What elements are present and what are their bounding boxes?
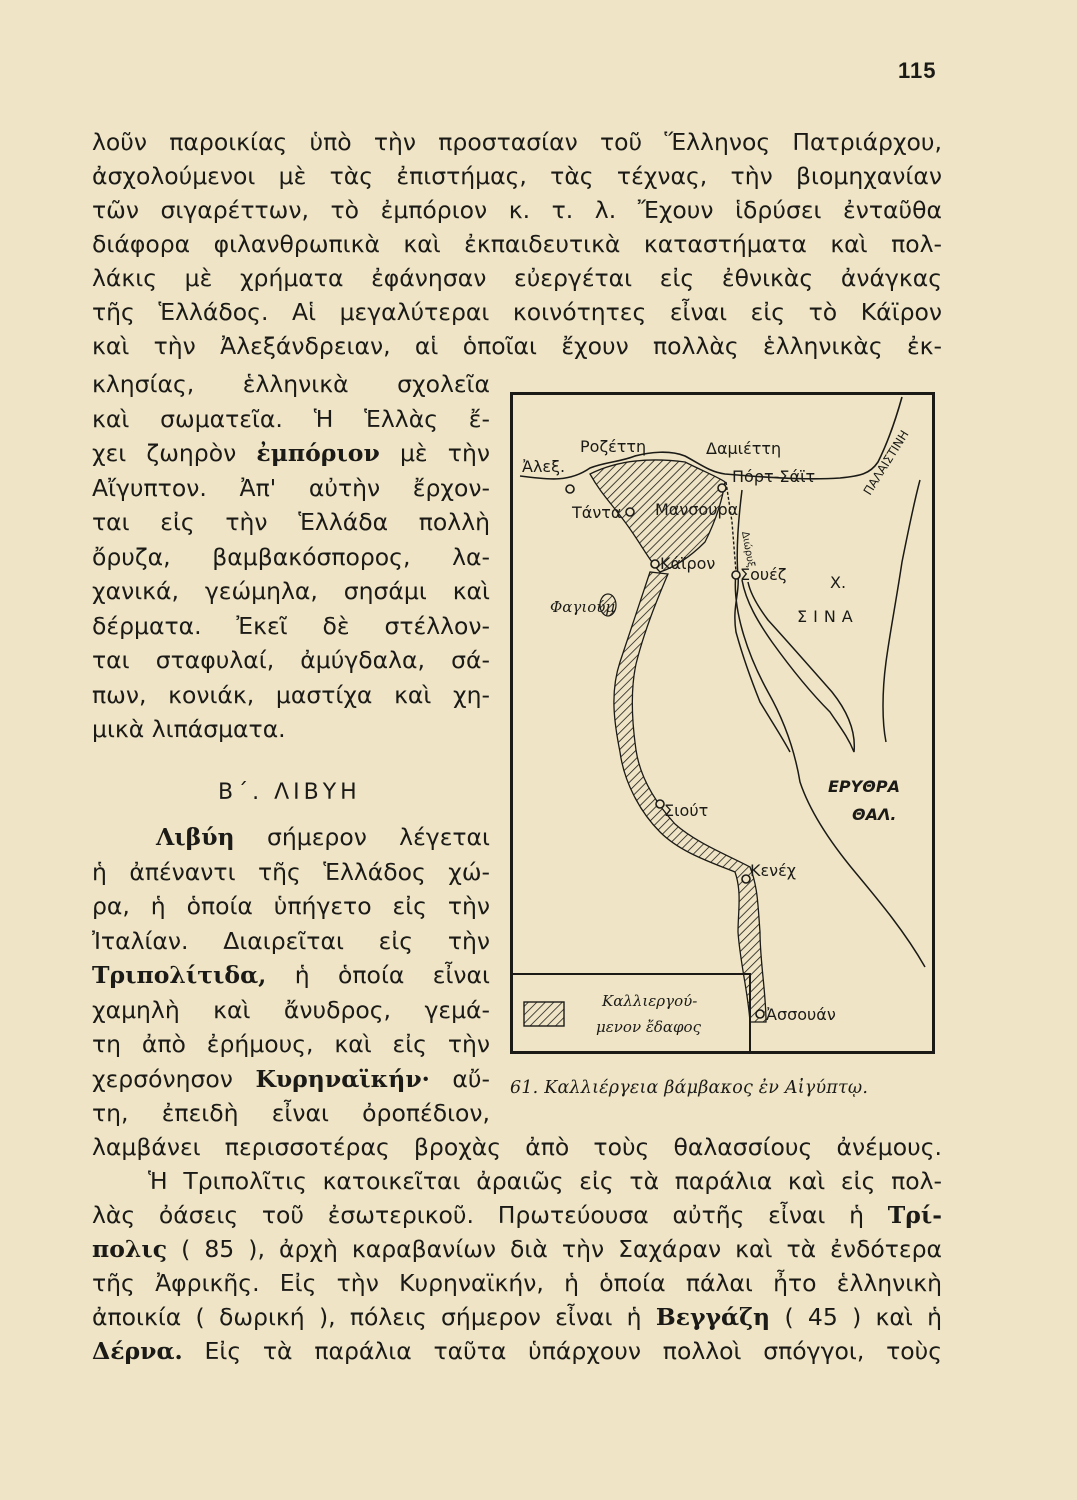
text-line: Δέρνα. Εἰς τὰ παράλια ταῦτα ὑπάρχουν πολλοὶ σπόγγοι, τοὺς <box>92 1337 942 1365</box>
text-line: Ἰταλίαν. Διαιρεῖται εἰς τὴν <box>92 926 490 955</box>
egypt-cotton-map <box>510 392 935 1054</box>
text-line: λοῦν παροικίας ὑπὸ τὴν προστασίαν τοῦ Ἕλληνος Πατριάρχου, <box>92 128 942 156</box>
city-marker <box>718 484 726 492</box>
bold-term: Τρί- <box>887 1201 942 1229</box>
bold-term: Τριπολίτιδα, <box>92 961 267 989</box>
text-line: καὶ σωματεῖα. Ἡ Ἑλλὰς ἔ- <box>92 404 490 433</box>
label-sinai: ΣΙΝΑ <box>797 607 859 626</box>
legend-swatch <box>524 1002 564 1026</box>
label-port-said: Πόρτ-Σάϊτ <box>732 467 816 486</box>
city-marker <box>756 1010 764 1018</box>
text-line: πολις ( 85 ), ἀρχὴ καραβανίων διὰ τὴν Σαχάραν καὶ τὰ ἐνδότερα <box>92 1235 942 1263</box>
text-line: Αἴγυπτον. Ἀπ' αὐτὴν ἔρχον- <box>92 473 490 502</box>
city-marker <box>626 508 634 516</box>
text-line: χανικά, γεώμηλα, σησάμι καὶ <box>92 577 490 605</box>
suez-canal <box>726 482 736 572</box>
label-sinai-x: Χ. <box>830 573 847 592</box>
text-line: κλησίας, ἑλληνικὰ σχολεῖα <box>92 370 490 398</box>
label-cairo: Κάϊρον <box>660 554 716 573</box>
text-line: Ἡ Τριπολῖτις κατοικεῖται ἀραιῶς εἰς τὰ παράλια καὶ εἰς πολ- <box>148 1167 942 1195</box>
text-line: λὰς ὀάσεις τοῦ ἐσωτερικοῦ. Πρωτεύουσα αὐτῆς εἶναι ἡ Τρί- <box>92 1201 942 1229</box>
text-line: τῶν σιγαρέττων, τὸ ἐμπόριον κ. τ. λ. Ἔχουν ἱδρύσει ἐνταῦθα <box>92 196 942 224</box>
bold-term: Κυρηναϊκήν· <box>255 1064 430 1093</box>
label-suez: Σουέζ <box>740 565 787 584</box>
text-line: ται εἰς τὴν Ἑλλάδα πολλὴ <box>92 508 490 536</box>
text-line: διάφορα φιλανθρωπικὰ καὶ ἐκπαιδευτικὰ καταστήματα καὶ πολ- <box>92 230 942 258</box>
label-red-sea-1: ΕΡΥΘΡΑ <box>828 777 900 796</box>
text-line: καὶ τὴν Ἀλεξάνδρειαν, αἱ ὁποῖαι ἔχουν πολλὰς ἑλληνικὰς ἐκ- <box>92 332 942 360</box>
bold-term: Λιβύη <box>156 823 235 851</box>
bold-term: ἐμπόριον <box>256 439 380 467</box>
label-aswan: Ἀσσουάν <box>766 1005 836 1024</box>
text-line: ἀποικία ( δωρική ), πόλεις σήμερον εἶναι ἡ Βεγγάζη ( 45 ) καὶ ἡ <box>92 1303 942 1331</box>
label-alexandria: Ἀλεξ. <box>522 457 566 476</box>
text-line: δέρματα. Ἐκεῖ δὲ στέλλον- <box>92 611 490 640</box>
sinai-coast <box>735 490 790 752</box>
text-line: ται σταφυλαί, ἀμύγδαλα, σά- <box>92 646 490 674</box>
text-line: τη ἀπὸ ἐρήμους, καὶ εἰς τὴν <box>92 1030 490 1058</box>
label-palestine: ΠΑΛΑΙΣΤΙΝΗ <box>860 427 912 498</box>
bold-term: Δέρνα. <box>92 1337 183 1365</box>
intro-paragraph <box>92 125 942 363</box>
city-marker <box>742 875 750 883</box>
label-red-sea-2: ΘΑΛ. <box>852 805 897 824</box>
label-fayum: Φαγιούμ <box>550 598 616 616</box>
egypt-trade-paragraph <box>92 367 490 747</box>
legend-label-1: Καλλιεργού- <box>602 992 698 1010</box>
text-line: λαμβάνει περισσοτέρας βροχὰς ἀπὸ τοὺς θαλασσίους ἀνέμους. <box>92 1133 942 1161</box>
gulf-of-suez <box>742 580 854 752</box>
label-rosetta: Ροζέττη <box>580 437 647 456</box>
label-qena: Κενέχ <box>750 861 796 880</box>
text-line: μικὰ λιπάσματα. <box>92 715 286 743</box>
text-line: χερσόνησον Κυρηναϊκήν· αὔ- <box>92 1064 490 1093</box>
text-line: τῆς Ἑλλάδος. Αἱ μεγαλύτεραι κοινότητες εἶναι εἰς τὸ Κάϊρον <box>92 298 942 326</box>
text-line: ἡ ἀπέναντι τῆς Ἑλλάδος χώ- <box>92 857 490 886</box>
text-line: χαμηλὴ καὶ ἄνυδρος, γεμά- <box>92 995 490 1024</box>
map-caption: 61. Καλλιέργεια βάμβακος ἐν Αἰγύπτῳ. <box>510 1078 869 1098</box>
mediterranean-coast <box>520 397 902 479</box>
text-line: λάκις μὲ χρήματα ἐφάνησαν εὐεργέται εἰς ἐθνικὰς ἀνάγκας <box>92 264 942 292</box>
red-sea-west-coast <box>735 572 925 967</box>
label-damietta: Δαμιέττη <box>706 439 782 458</box>
legend-label-2: μενον ἔδαφος <box>596 1018 701 1036</box>
label-canal: Διώρυξ <box>739 530 757 569</box>
section-heading: Β΄. ΛΙΒΥΗ <box>218 780 361 805</box>
text-line: ὄρυζα, βαμβακόσπορος, λα- <box>92 542 490 571</box>
label-mansoura: Μανσούρα <box>655 500 739 519</box>
nile-valley-cultivated <box>614 572 766 1022</box>
page-number: 115 <box>898 58 937 83</box>
text-line: ρα, ἡ ὁποία ὑπήγετο εἰς τὴν <box>92 892 490 920</box>
text-line: τη, ἐπειδὴ εἶναι ὀροπέδιον, <box>92 1099 490 1127</box>
text-line: τῆς Ἀφρικῆς. Εἰς τὴν Κυρηναϊκήν, ἡ ὁποία πάλαι ἦτο ἑλληνικὴ <box>92 1269 942 1297</box>
city-marker <box>566 485 574 493</box>
gulf-of-aqaba <box>883 480 920 742</box>
bold-term: πολις <box>92 1235 168 1263</box>
closing-paragraph <box>92 1130 942 1368</box>
bold-term: Βεγγάζη <box>655 1303 771 1331</box>
city-marker <box>656 800 664 808</box>
text-line: Τριπολίτιδα, ἡ ὁποία εἶναι <box>92 961 490 989</box>
label-tanta: Τάντα <box>572 503 622 522</box>
text-line: χει ζωηρὸν ἐμπόριον μὲ τὴν <box>92 439 490 467</box>
city-marker <box>651 560 659 568</box>
city-marker <box>732 571 740 579</box>
text-line: πων, κονιάκ, μαστίχα καὶ χη- <box>92 680 490 709</box>
label-asyut: Σιούτ <box>664 801 709 820</box>
libya-paragraph <box>92 820 490 1131</box>
text-line: Λιβύη σήμερον λέγεται <box>156 823 490 851</box>
text-line: ἀσχολούμενοι μὲ τὰς ἐπιστήμας, τὰς τέχνας, τὴν βιομηχανίαν <box>92 162 942 190</box>
